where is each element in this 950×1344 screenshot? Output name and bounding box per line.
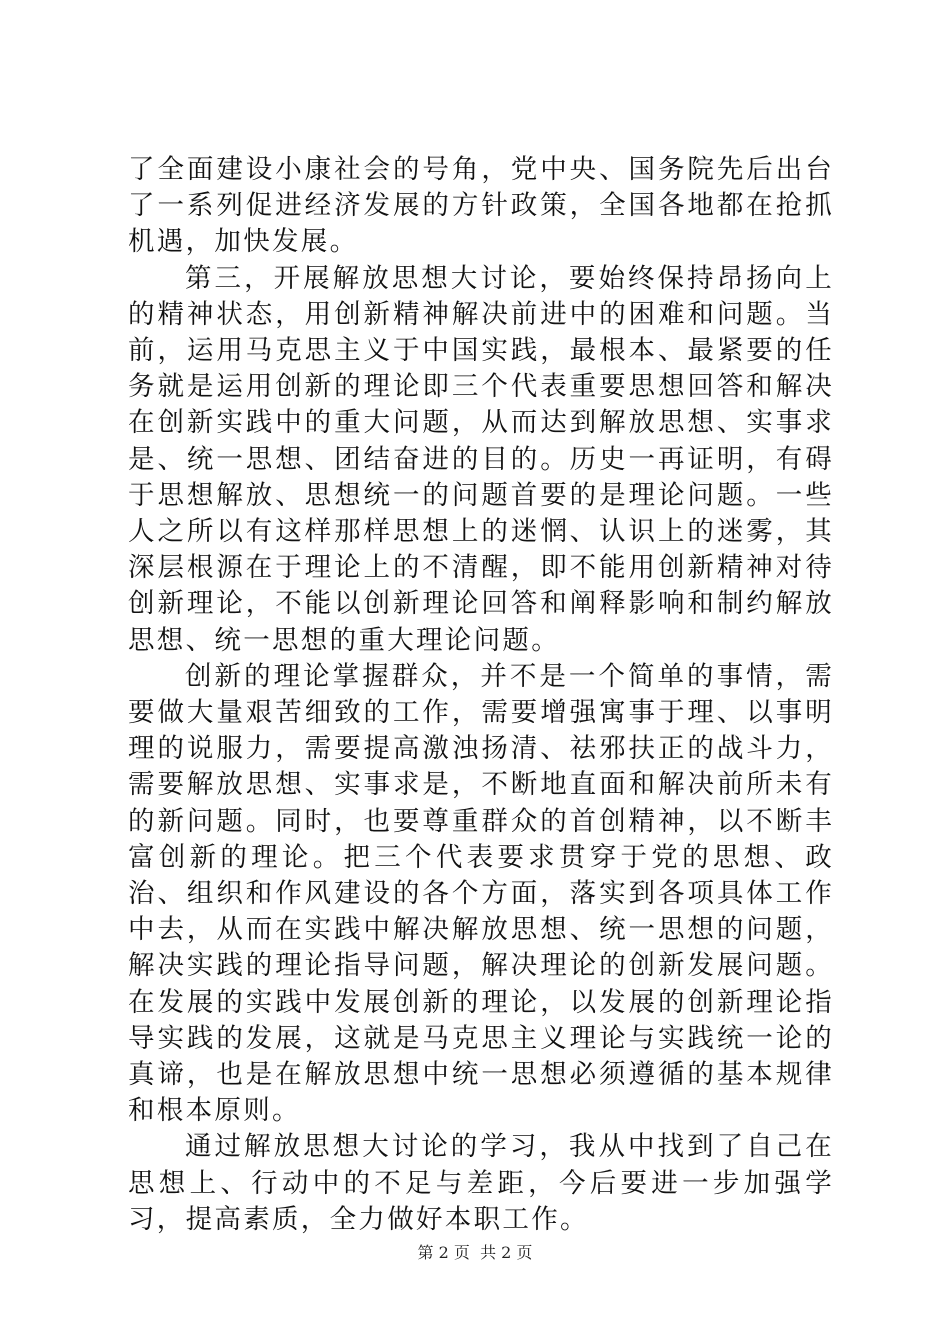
- page-footer: [0, 1243, 950, 1263]
- paragraph-conclusion: 通过解放思想大讨论的学习，我从中找到了自己在思想上、行动中的不足与差距，今后要进一步加强学习，提高素质，全力做好本职工作。: [128, 1131, 834, 1235]
- paragraph-continuation: 了全面建设小康社会的号角，党中央、国务院先后出台了一系列促进经济发展的方针政策，全国各地都在抢抓机遇，加快发展。: [128, 154, 834, 258]
- page-number: 第 2 页: [417, 1243, 470, 1262]
- paragraph-third-point: 第三，开展解放思想大讨论，要始终保持昂扬向上的精神状态，用创新精神解决前进中的困难和问题。当前，运用马克思主义于中国实践，最根本、最紧要的任务就是运用创新的理论即三个代表重要思想回答和解决在创新实践中的重大问题，从而达到解放思想、实事求是、统一思想、团结奋进的目的。历史一再证明，有碍于思想解放、思想统一的问题首要的是理论问题。一些人之所以有这样那样思想上的迷惘、认识上的迷雾，其深层根源在于理论上的不清醒，即不能用创新精神对待创新理论，不能以创新理论回答和阐释影响和制约解放思想、统一思想的重大理论问题。: [128, 262, 834, 656]
- page-total: 共 2 页: [480, 1243, 533, 1262]
- paragraph-innovation-theory: 创新的理论掌握群众，并不是一个简单的事情，需要做大量艰苦细致的工作，需要增强寓事于理、以事明理的说服力，需要提高激浊扬清、祛邪扶正的战斗力，需要解放思想、实事求是，不断地直面和解决前所未有的新问题。同时，也要尊重群众的首创精神，以不断丰富创新的理论。把三个代表要求贯穿于党的思想、政治、组织和作风建设的各个方面，落实到各项具体工作中去，从而在实践中解决解放思想、统一思想的问题，解决实践的理论指导问题，解决理论的创新发展问题。在发展的实践中发展创新的理论，以发展的创新理论指导实践的发展，这就是马克思主义理论与实践统一论的真谛，也是在解放思想中统一思想必须遵循的基本规律和根本原则。: [128, 660, 834, 1127]
- document-body: [128, 152, 834, 1238]
